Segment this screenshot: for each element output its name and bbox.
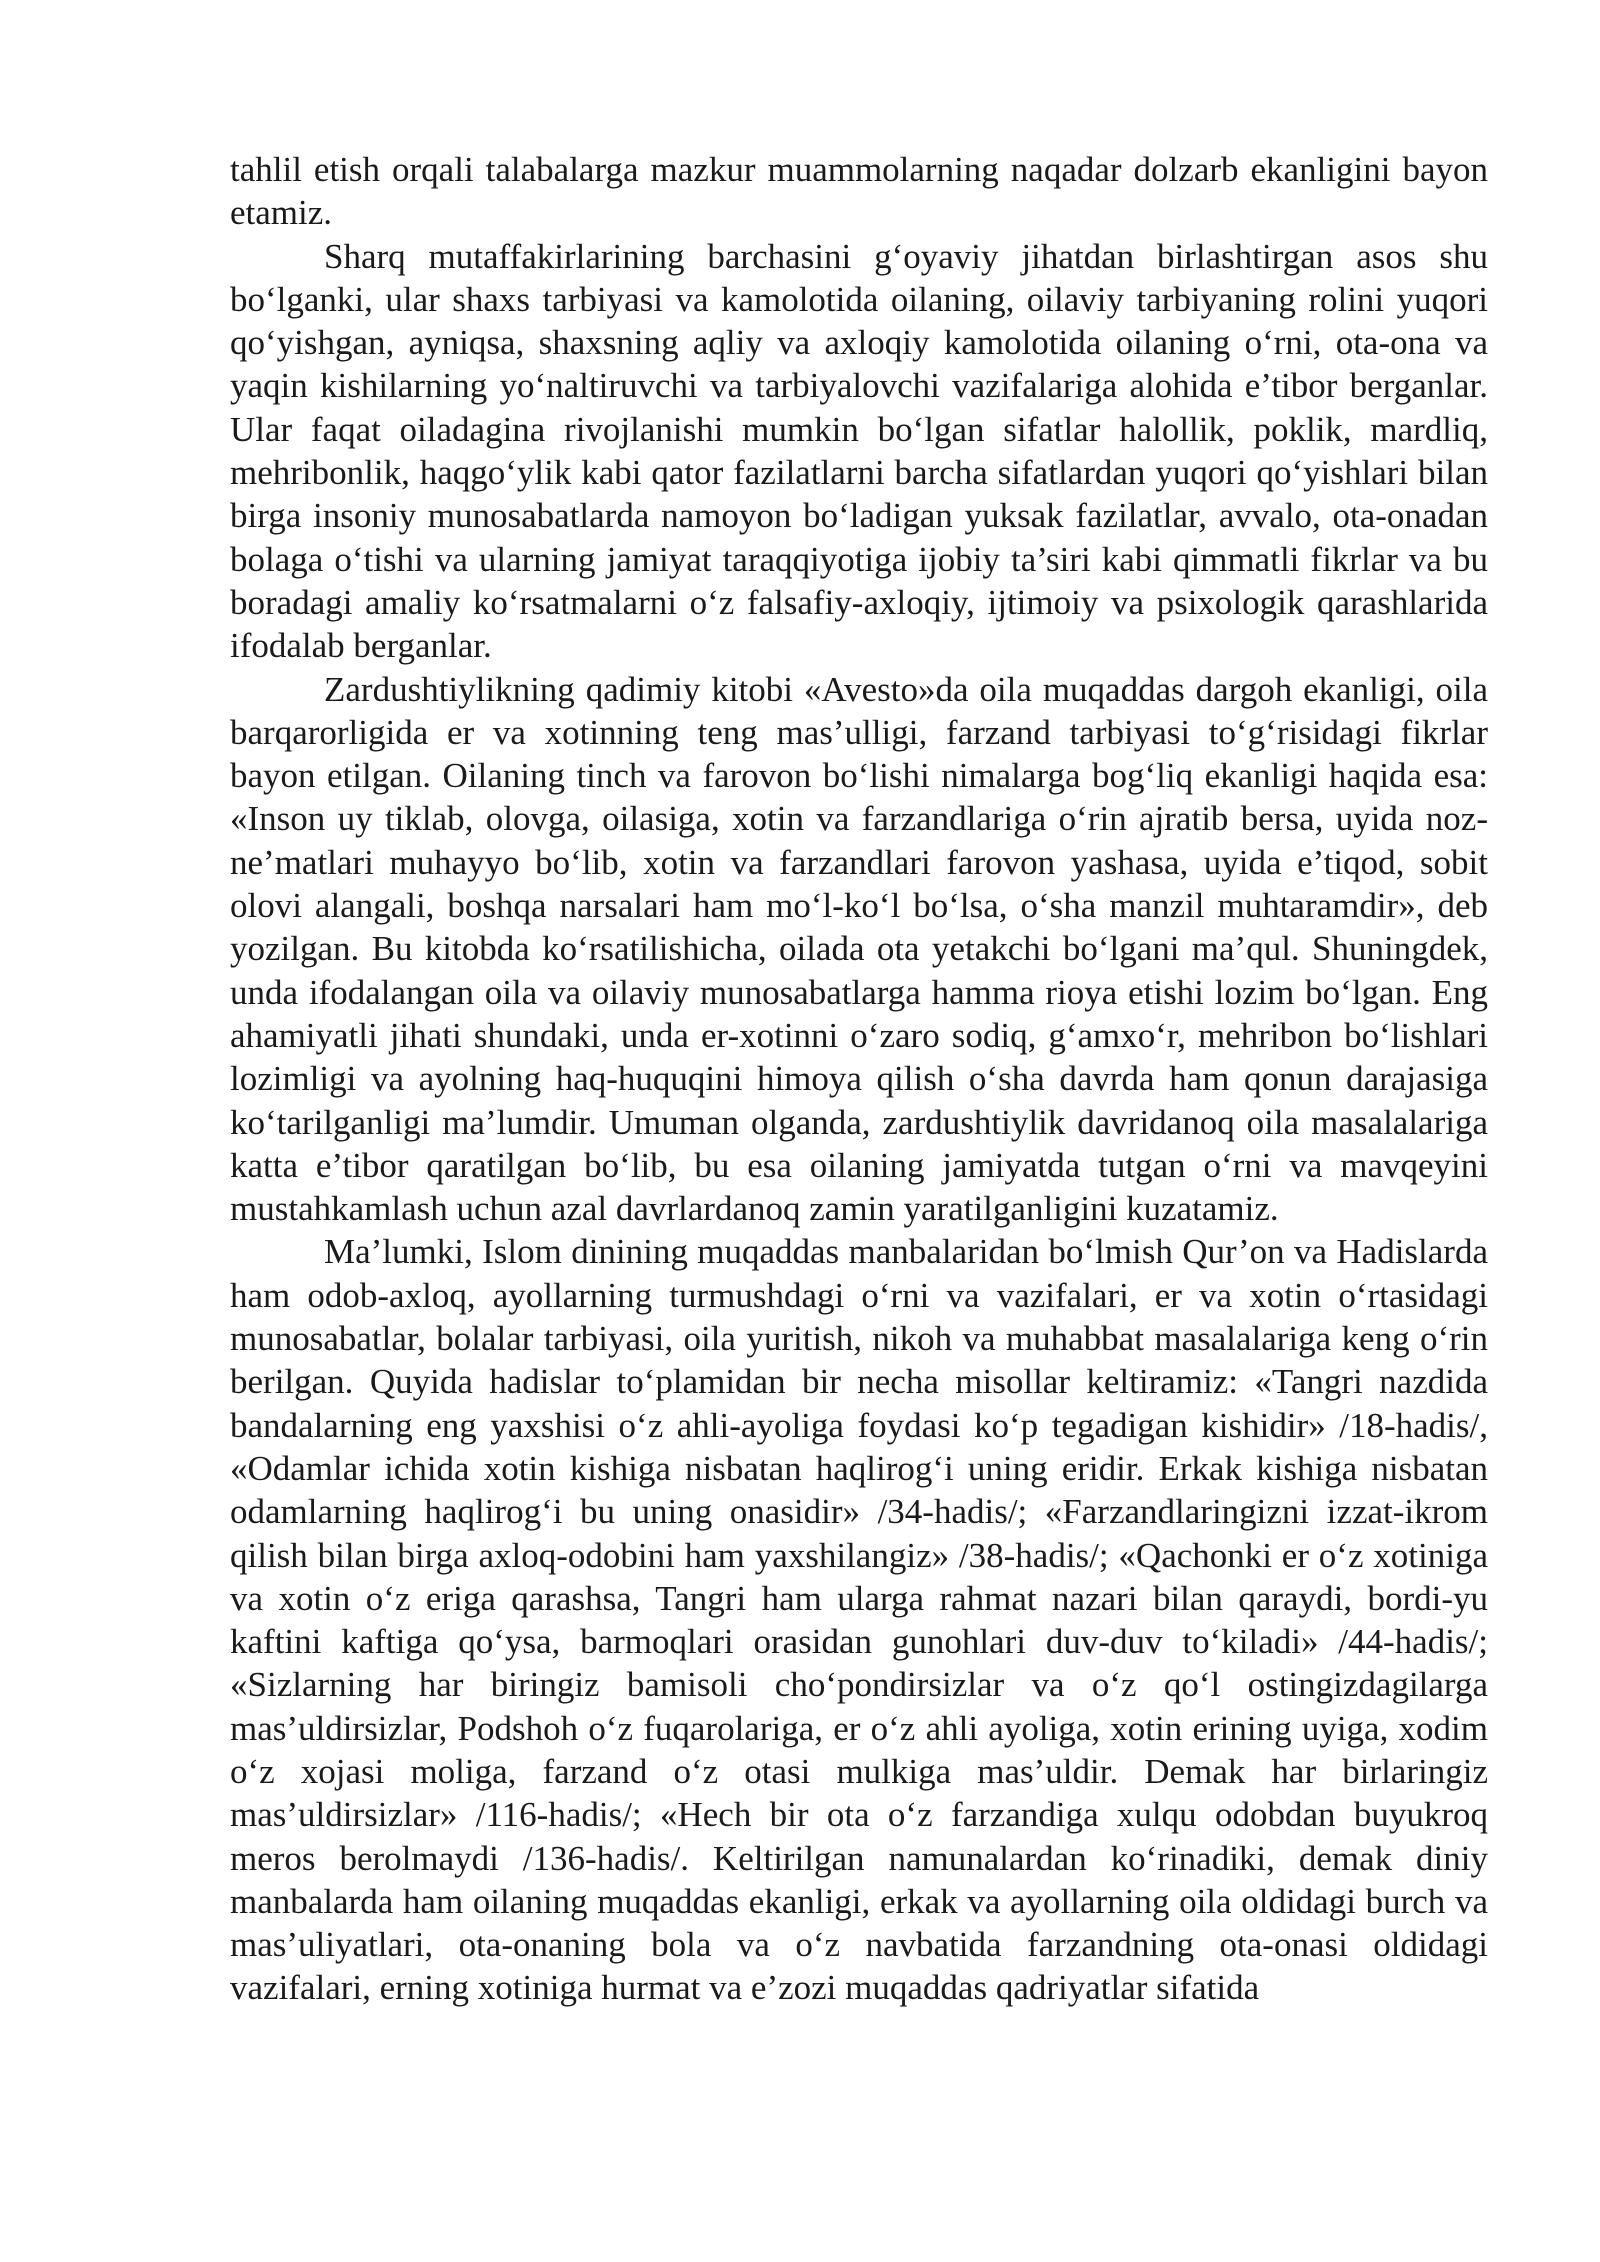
paragraph-avesto: Zardushtiylikning qadimiy kitobi «Avesto»da oila muqaddas dargoh ekanligi, oila barqarorligida er va xotinning teng mas’ulligi, farzand tarbiyasi to‘g‘risidagi fikrlar bayon etilgan. Oilaning tinch va farovon bo‘lishi nimalarga bog‘liq ekanligi haqida esa: «Inson uy tiklab, olovga, oilasiga, xotin va farzandlariga o‘rin ajratib bersa, uyida noz-ne’matlari muhayyo bo‘lib, xotin va farzandlari farovon yashasa, uyida e’tiqod, sobit olovi alangali, boshqa narsalari ham mo‘l-ko‘l bo‘lsa, o‘sha manzil muhtaramdir», deb yozilgan. Bu kitobda ko‘rsatilishicha, oilada ota yetakchi bo‘lgani ma’qul. Shuningdek, unda ifodalangan oila va oilaviy munosabatlarga hamma rioya etishi lozim bo‘lgan. Eng ahamiyatli jihati shundaki, unda er-xotinni o‘zaro sodiq, g‘amxo‘r, mehribon bo‘lishlari lozimligi va ayolning haq-huquqini himoya qilish o‘sha davrda ham qonun darajasiga ko‘tarilganligi ma’lumdir. Umuman olganda, zardushtiylik davridanoq oila masalalariga katta e’tibor qaratilgan bo‘lib, bu esa oilaning jamiyatda tutgan o‘rni va mavqeyini mustahkamlash uchun azal davrlardanoq zamin yaratilganligini kuzatamiz. bbox=[230, 669, 1488, 1229]
paragraph-sharq-thinkers: Sharq mutaffakirlarining barchasini g‘oyaviy jihatdan birlashtirgan asos shu bo‘lganki, ular shaxs tarbiyasi va kamolotida oilaning, oilaviy tarbiyaning rolini yuqori qo‘yishgan, ayniqsa, shaxsning aqliy va axloqiy kamolotida oilaning o‘rni, ota-ona va yaqin kishilarning yo‘naltiruvchi va tarbiyalovchi vazifalariga alohida e’tibor berganlar. Ular faqat oiladagina rivojlanishi mumkin bo‘lgan sifatlar halollik, poklik, mardliq, mehribonlik, haqgo‘ylik kabi qator fazilatlarni barcha sifatlardan yuqori qo‘yishlari bilan birga insoniy munosabatlarda namoyon bo‘ladigan yuksak fazilatlar, avvalo, ota-onadan bolaga o‘tishi va ularning jamiyat taraqqiyotiga ijobiy ta’siri kabi qimmatli fikrlar va bu boradagi amaliy ko‘rsatmalarni o‘z falsafiy-axloqiy, ijtimoiy va psixologik qarashlarida ifodalab berganlar. bbox=[230, 236, 1488, 666]
paragraph-intro-continuation: tahlil etish orqali talabalarga mazkur muammolarning naqadar dolzarb ekanligini bayon etamiz. bbox=[230, 150, 1488, 233]
paragraph-islam-hadith: Ma’lumki, Islom dinining muqaddas manbalaridan bo‘lmish Qur’on va Hadislarda ham odob-axloq, ayollarning turmushdagi o‘rni va vazifalari, er va xotin o‘rtasidagi munosabatlar, bolalar tarbiyasi, oila yuritish, nikoh va muhabbat masalalariga keng o‘rin berilgan. Quyida hadislar to‘plamidan bir necha misollar keltiramiz: «Tangri nazdida bandalarning eng yaxshisi o‘z ahli-ayoliga foydasi ko‘p tegadigan kishidir» /18-hadis/, «Odamlar ichida xotin kishiga nisbatan haqlirog‘i uning eridir. Erkak kishiga nisbatan odamlarning haqlirog‘i bu uning onasidir» /34-hadis/; «Farzandlaringizni izzat-ikrom qilish bilan birga axloq-odobini ham yaxshilangiz» /38-hadis/; «Qachonki er o‘z xotiniga va xotin o‘z eriga qarashsa, Tangri ham ularga rahmat nazari bilan qaraydi, bordi-yu kaftini kaftiga qo‘ysa, barmoqlari orasidan gunohlari duv-duv to‘kiladi» /44-hadis/; «Sizlarning har biringiz bamisoli cho‘pondirsizlar va o‘z qo‘l ostingizdagilarga mas’uldirsizlar, Podshoh o‘z fuqarolariga, er o‘z ahli ayoliga, xotin erining uyiga, xodim o‘z xojasi moliga, farzand o‘z otasi mulkiga mas’uldir. Demak har birlaringiz mas’uldirsizlar» /116-hadis/; «Hech bir ota o‘z farzandiga xulqu odobdan buyukroq meros berolmaydi /136-hadis/. Keltirilgan namunalardan ko‘rinadiki, demak diniy manbalarda ham oilaning muqaddas ekanligi, erkak va ayollarning oila oldidagi burch va mas’uliyatlari, ota-onaning bola va o‘z navbatida farzandning ota-onasi oldidagi vazifalari, erning xotiniga hurmat va e’zozi muqaddas qadriyatlar sifatida bbox=[230, 1232, 1488, 2008]
document-page bbox=[230, 148, 1488, 2010]
